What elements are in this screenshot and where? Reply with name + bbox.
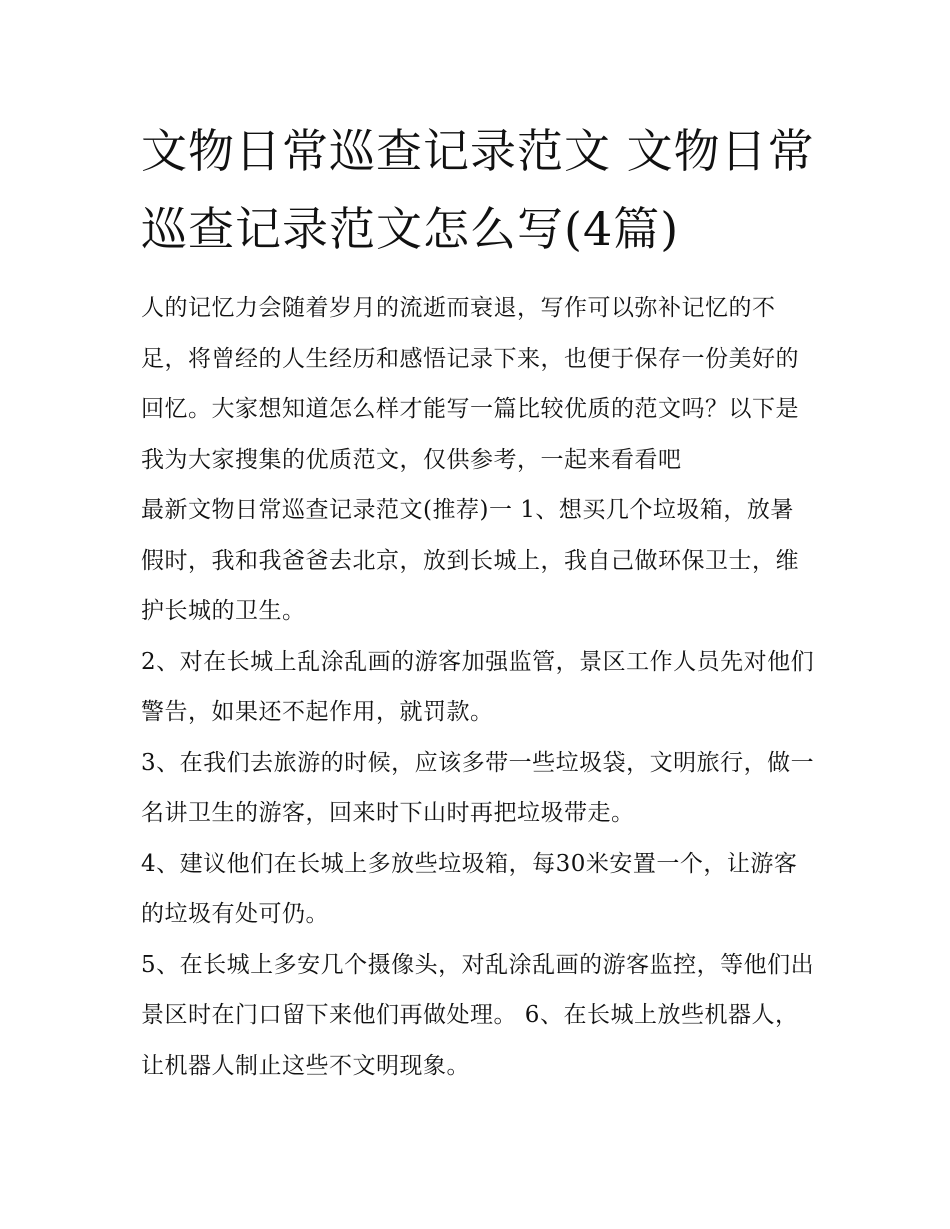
body-paragraph-5: 5、在长城上多安几个摄像头，对乱涂乱画的游客监控，等他们出景区时在门口留下来他们再做处理。 6、在长城上放些机器人，让机器人制止这些不文明现象。 — [141, 951, 815, 1079]
body-paragraph-3: 3、在我们去旅游的时候，应该多带一些垃圾袋，文明旅行，做一名讲卫生的游客，回来时下山时再把垃圾带走。 — [141, 749, 815, 826]
document-title: 文物日常巡查记录范文 文物日常巡查记录范文怎么写(4篇) — [141, 124, 815, 256]
body-paragraph-1: 最新文物日常巡查记录范文(推荐)一 1、想买几个垃圾箱，放暑假时，我和我爸爸去北京，放到长城上，我自己做环保卫士，维护长城的卫生。 — [141, 497, 799, 624]
intro-paragraph: 人的记忆力会随着岁月的流逝而衰退，写作可以弥补记忆的不足，将曾经的人生经历和感悟记录下来，也便于保存一份美好的回忆。大家想知道怎么样才能写一篇比较优质的范文吗？以下是我为大家搜集的优质范文，仅供参考，一起来看看吧 — [141, 295, 799, 473]
body-paragraph-2: 2、对在长城上乱涂乱画的游客加强监管，景区工作人员先对他们警告，如果还不起作用，就罚款。 — [141, 648, 815, 725]
document-page — [141, 112, 816, 1091]
body-paragraph-4: 4、建议他们在长城上多放些垃圾箱，每30米安置一个，让游客的垃圾有处可仍。 — [141, 850, 798, 927]
